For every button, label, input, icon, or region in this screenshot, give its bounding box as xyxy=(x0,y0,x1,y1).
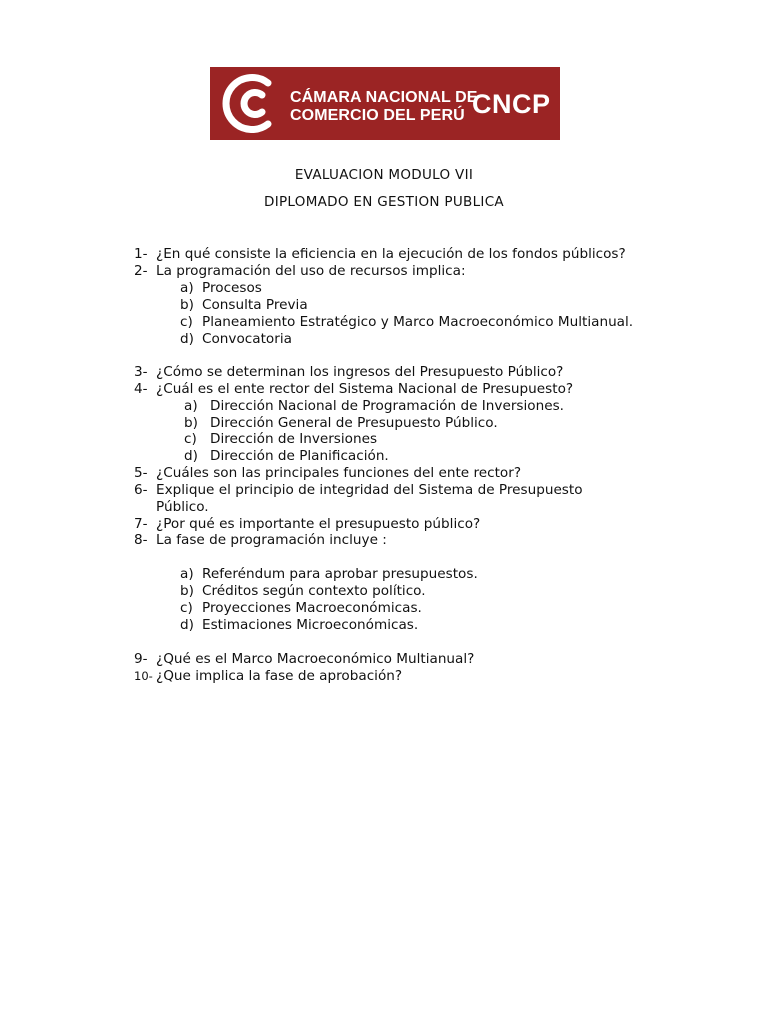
q8-option-c-text: Proyecciones Macroeconómicas. xyxy=(202,600,422,616)
question-4-number: 4- xyxy=(134,381,148,397)
q4-option-b-letter: b) xyxy=(184,415,198,431)
question-1-number: 1- xyxy=(134,246,148,262)
question-9-text: ¿Qué es el Marco Macroeconómico Multianual? xyxy=(156,651,475,667)
question-3-number: 3- xyxy=(134,364,148,380)
cncp-logo xyxy=(210,67,560,140)
q2-option-b-text: Consulta Previa xyxy=(202,297,308,313)
logo-line-1: CÁMARA NACIONAL DE xyxy=(290,89,478,106)
question-6-text-continued: Público. xyxy=(156,499,209,515)
q8-option-a-letter: a) xyxy=(180,566,194,582)
question-8-text: La fase de programación incluye : xyxy=(156,532,387,548)
q4-option-a-text: Dirección Nacional de Programación de Inversiones. xyxy=(210,398,564,414)
cncp-c-mark-icon xyxy=(210,67,290,140)
q2-option-c-text: Planeamiento Estratégico y Marco Macroeconómico Multianual. xyxy=(202,314,634,330)
q4-option-d-letter: d) xyxy=(184,448,198,464)
q2-option-d-letter: d) xyxy=(180,331,194,347)
question-5-text: ¿Cuáles son las principales funciones del ente rector? xyxy=(156,465,522,481)
q8-option-b-letter: b) xyxy=(180,583,194,599)
question-8-number: 8- xyxy=(134,532,148,548)
q2-option-b-letter: b) xyxy=(180,297,194,313)
q8-option-c-letter: c) xyxy=(180,600,193,616)
question-5-number: 5- xyxy=(134,465,148,481)
question-10-text: ¿Que implica la fase de aprobación? xyxy=(156,668,403,684)
q4-option-c-letter: c) xyxy=(184,431,197,447)
q8-option-a-text: Referéndum para aprobar presupuestos. xyxy=(202,566,478,582)
question-6-number: 6- xyxy=(134,482,148,498)
q2-option-a-text: Procesos xyxy=(202,280,262,296)
question-7-text: ¿Por qué es importante el presupuesto público? xyxy=(156,516,481,532)
question-3-text: ¿Cómo se determinan los ingresos del Presupuesto Público? xyxy=(156,364,564,380)
q4-option-c-text: Dirección de Inversiones xyxy=(210,431,378,447)
q2-option-a-letter: a) xyxy=(180,280,194,296)
q2-option-d-text: Convocatoria xyxy=(202,331,292,347)
question-9-number: 9- xyxy=(134,651,148,667)
q8-option-d-text: Estimaciones Microeconómicas. xyxy=(202,617,419,633)
question-4-text: ¿Cuál es el ente rector del Sistema Nacional de Presupuesto? xyxy=(156,381,574,397)
question-7-number: 7- xyxy=(134,516,148,532)
page-subtitle: DIPLOMADO EN GESTION PUBLICA xyxy=(264,194,504,210)
q2-option-c-letter: c) xyxy=(180,314,193,330)
q4-option-b-text: Dirección General de Presupuesto Público. xyxy=(210,415,498,431)
page-title: EVALUACION MODULO VII xyxy=(294,167,474,183)
question-2-number: 2- xyxy=(134,263,148,279)
q4-option-d-text: Dirección de Planificación. xyxy=(210,448,389,464)
q4-option-a-letter: a) xyxy=(184,398,198,414)
question-10-number: 10- xyxy=(134,669,153,683)
logo-line-2: COMERCIO DEL PERÚ xyxy=(290,107,465,124)
question-1-text: ¿En qué consiste la eficiencia en la ejecución de los fondos públicos? xyxy=(156,246,626,262)
q8-option-d-letter: d) xyxy=(180,617,194,633)
question-2-text: La programación del uso de recursos implica: xyxy=(156,263,466,279)
question-6-text: Explique el principio de integridad del Sistema de Presupuesto xyxy=(156,482,583,498)
q8-option-b-text: Créditos según contexto político. xyxy=(202,583,426,599)
logo-abbreviation: CNCP xyxy=(472,89,551,119)
